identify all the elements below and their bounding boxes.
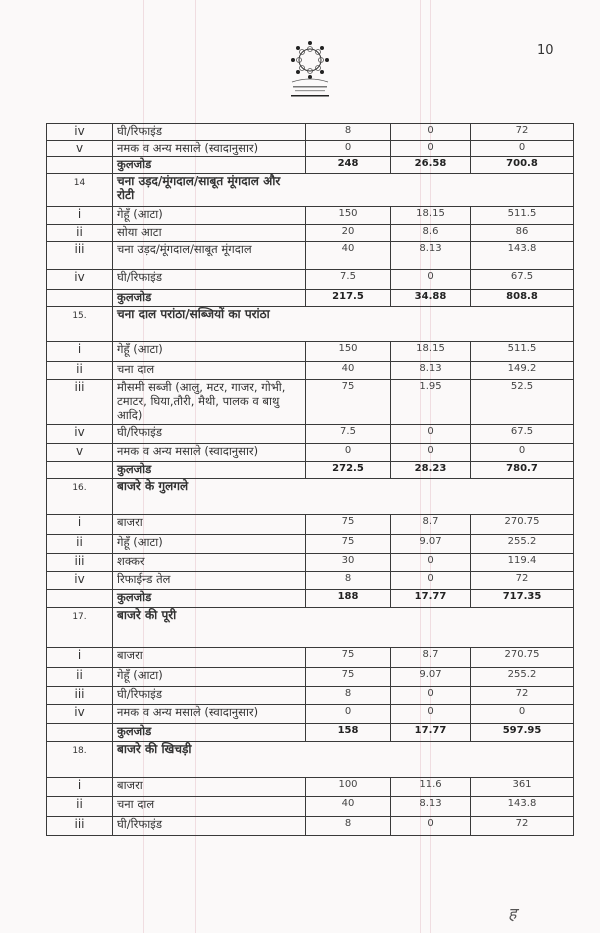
quantity-cell: 0 (306, 141, 391, 157)
section-title: बाजरे की पूरी (113, 608, 306, 648)
item-name: रिफाईन्ड तेल (113, 572, 306, 590)
table-row (47, 535, 574, 554)
section-header-row (47, 307, 574, 342)
quantity-cell: 75 (306, 515, 391, 535)
quantity-cell: 40 (306, 797, 391, 817)
protein-cell: 0 (391, 817, 471, 836)
total-label: कुलजोड (113, 290, 306, 307)
serial-cell (47, 290, 113, 307)
nutrition-table (46, 123, 574, 836)
quantity-cell: 150 (306, 207, 391, 225)
quantity-cell: 0 (306, 444, 391, 462)
energy-cell: 72 (471, 572, 574, 590)
quantity-cell: 7.5 (306, 270, 391, 290)
serial-cell: i (47, 648, 113, 668)
section-header-row (47, 608, 574, 648)
energy-cell: 361 (471, 778, 574, 797)
serial-cell (47, 462, 113, 479)
quantity-cell: 217.5 (306, 290, 391, 307)
section-title: चना दाल परांठा/सब्जियों का परांठा (113, 307, 306, 342)
quantity-cell: 8 (306, 572, 391, 590)
serial-cell: iii (47, 687, 113, 705)
table-row (47, 425, 574, 444)
quantity-cell: 8 (306, 687, 391, 705)
table-row (47, 572, 574, 590)
table-row (47, 124, 574, 141)
energy-cell: 72 (471, 817, 574, 836)
serial-cell: iv (47, 705, 113, 724)
item-name: घी/रिफाइंड (113, 817, 306, 836)
section-title: चना उड़द/मूंगदाल/साबूत मूंगदाल और रोटी (113, 174, 306, 207)
energy-cell: 67.5 (471, 425, 574, 444)
item-name: बाजरा (113, 648, 306, 668)
serial-cell: 17. (47, 608, 113, 648)
total-row (47, 724, 574, 742)
protein-cell: 0 (391, 687, 471, 705)
item-name: नमक व अन्य मसाले (स्वादानुसार) (113, 141, 306, 157)
section-header-row (47, 479, 574, 515)
quantity-cell: 40 (306, 362, 391, 380)
table-row (47, 817, 574, 836)
serial-cell: iii (47, 554, 113, 572)
serial-cell: ii (47, 535, 113, 554)
item-name: गेहूँ (आटा) (113, 668, 306, 687)
serial-cell: i (47, 515, 113, 535)
serial-cell: 18. (47, 742, 113, 778)
total-label: कुलजोड (113, 157, 306, 174)
serial-cell: 15. (47, 307, 113, 342)
serial-cell: ii (47, 362, 113, 380)
emblem-logo-icon (287, 38, 333, 100)
item-name: मौसमी सब्जी (आलु, मटर, गाजर, गोभी, टमाटर, घिया,तौरी, मैथी, पालक व बाथु आदि) (113, 380, 306, 425)
quantity-cell: 75 (306, 648, 391, 668)
section-header-row (47, 742, 574, 778)
total-row (47, 290, 574, 307)
quantity-cell: 150 (306, 342, 391, 362)
table-row (47, 668, 574, 687)
protein-cell: 0 (391, 705, 471, 724)
quantity-cell: 75 (306, 380, 391, 425)
energy-cell: 717.35 (471, 590, 574, 608)
serial-cell: iii (47, 817, 113, 836)
protein-cell: 9.07 (391, 535, 471, 554)
quantity-cell: 158 (306, 724, 391, 742)
protein-cell: 18.15 (391, 207, 471, 225)
energy-cell: 255.2 (471, 668, 574, 687)
protein-cell: 17.77 (391, 590, 471, 608)
energy-cell: 255.2 (471, 535, 574, 554)
serial-cell: 14 (47, 174, 113, 207)
item-name: नमक व अन्य मसाले (स्वादानुसार) (113, 705, 306, 724)
energy-cell: 72 (471, 124, 574, 141)
serial-cell: iv (47, 425, 113, 444)
energy-cell: 700.8 (471, 157, 574, 174)
protein-cell: 26.58 (391, 157, 471, 174)
protein-cell: 8.6 (391, 225, 471, 242)
item-name: नमक व अन्य मसाले (स्वादानुसार) (113, 444, 306, 462)
table-row (47, 242, 574, 270)
energy-cell: 86 (471, 225, 574, 242)
serial-cell: i (47, 342, 113, 362)
serial-cell: iv (47, 270, 113, 290)
table-row (47, 207, 574, 225)
protein-cell: 8.13 (391, 797, 471, 817)
quantity-cell: 20 (306, 225, 391, 242)
serial-cell: ii (47, 797, 113, 817)
page-number: 10 (537, 43, 554, 58)
table-row (47, 270, 574, 290)
serial-cell: iv (47, 572, 113, 590)
table-row (47, 141, 574, 157)
quantity-cell: 272.5 (306, 462, 391, 479)
energy-cell: 0 (471, 705, 574, 724)
protein-cell: 8.13 (391, 242, 471, 270)
serial-cell (47, 590, 113, 608)
table-row (47, 342, 574, 362)
serial-cell: iii (47, 380, 113, 425)
energy-cell: 597.95 (471, 724, 574, 742)
item-name: चना दाल (113, 362, 306, 380)
energy-cell: 67.5 (471, 270, 574, 290)
empty-cell (306, 608, 574, 648)
total-label: कुलजोड (113, 590, 306, 608)
energy-cell: 72 (471, 687, 574, 705)
item-name: चना दाल (113, 797, 306, 817)
table-row (47, 225, 574, 242)
empty-cell (306, 742, 574, 778)
energy-cell: 808.8 (471, 290, 574, 307)
quantity-cell: 8 (306, 124, 391, 141)
total-label: कुलजोड (113, 724, 306, 742)
table-row (47, 515, 574, 535)
energy-cell: 270.75 (471, 648, 574, 668)
table-row (47, 444, 574, 462)
item-name: गेहूँ (आटा) (113, 535, 306, 554)
item-name: शक्कर (113, 554, 306, 572)
item-name: बाजरा (113, 778, 306, 797)
protein-cell: 17.77 (391, 724, 471, 742)
protein-cell: 0 (391, 572, 471, 590)
table-row (47, 705, 574, 724)
serial-cell: v (47, 141, 113, 157)
item-name: चना उड़द/मूंगदाल/साबूत मूंगदाल (113, 242, 306, 270)
energy-cell: 511.5 (471, 342, 574, 362)
quantity-cell: 8 (306, 817, 391, 836)
energy-cell: 270.75 (471, 515, 574, 535)
quantity-cell: 100 (306, 778, 391, 797)
item-name: बाजरा (113, 515, 306, 535)
empty-cell (306, 174, 574, 207)
energy-cell: 52.5 (471, 380, 574, 425)
table-row (47, 380, 574, 425)
serial-cell: i (47, 778, 113, 797)
section-title: बाजरे के गुलगले (113, 479, 306, 515)
serial-cell: iii (47, 242, 113, 270)
serial-cell: iv (47, 124, 113, 141)
energy-cell: 0 (471, 444, 574, 462)
protein-cell: 0 (391, 270, 471, 290)
energy-cell: 511.5 (471, 207, 574, 225)
protein-cell: 0 (391, 124, 471, 141)
energy-cell: 119.4 (471, 554, 574, 572)
energy-cell: 149.2 (471, 362, 574, 380)
serial-cell (47, 724, 113, 742)
protein-cell: 8.13 (391, 362, 471, 380)
table-row (47, 687, 574, 705)
empty-cell (306, 479, 574, 515)
protein-cell: 11.6 (391, 778, 471, 797)
energy-cell: 0 (471, 141, 574, 157)
table-row (47, 554, 574, 572)
protein-cell: 18.15 (391, 342, 471, 362)
quantity-cell: 7.5 (306, 425, 391, 444)
total-row (47, 462, 574, 479)
table-row (47, 778, 574, 797)
item-name: घी/रिफाइंड (113, 270, 306, 290)
total-label: कुलजोड (113, 462, 306, 479)
total-row (47, 157, 574, 174)
serial-cell: ii (47, 225, 113, 242)
table-row (47, 362, 574, 380)
item-name: गेहूँ (आटा) (113, 342, 306, 362)
protein-cell: 8.7 (391, 515, 471, 535)
item-name: घी/रिफाइंड (113, 124, 306, 141)
section-header-row (47, 174, 574, 207)
table-row (47, 648, 574, 668)
item-name: घी/रिफाइंड (113, 687, 306, 705)
quantity-cell: 30 (306, 554, 391, 572)
serial-cell: 16. (47, 479, 113, 515)
energy-cell: 780.7 (471, 462, 574, 479)
section-title: बाजरे की खिचड़ी (113, 742, 306, 778)
table-row (47, 797, 574, 817)
quantity-cell: 248 (306, 157, 391, 174)
quantity-cell: 188 (306, 590, 391, 608)
item-name: घी/रिफाइंड (113, 425, 306, 444)
quantity-cell: 40 (306, 242, 391, 270)
serial-cell (47, 157, 113, 174)
protein-cell: 0 (391, 141, 471, 157)
quantity-cell: 75 (306, 535, 391, 554)
quantity-cell: 0 (306, 705, 391, 724)
protein-cell: 0 (391, 444, 471, 462)
serial-cell: ii (47, 668, 113, 687)
protein-cell: 9.07 (391, 668, 471, 687)
energy-cell: 143.8 (471, 797, 574, 817)
serial-cell: v (47, 444, 113, 462)
protein-cell: 0 (391, 425, 471, 444)
protein-cell: 1.95 (391, 380, 471, 425)
total-row (47, 590, 574, 608)
protein-cell: 28.23 (391, 462, 471, 479)
signature: ह (508, 904, 517, 923)
quantity-cell: 75 (306, 668, 391, 687)
empty-cell (306, 307, 574, 342)
item-name: सोया आटा (113, 225, 306, 242)
protein-cell: 8.7 (391, 648, 471, 668)
protein-cell: 0 (391, 554, 471, 572)
item-name: गेहूँ (आटा) (113, 207, 306, 225)
serial-cell: i (47, 207, 113, 225)
protein-cell: 34.88 (391, 290, 471, 307)
energy-cell: 143.8 (471, 242, 574, 270)
